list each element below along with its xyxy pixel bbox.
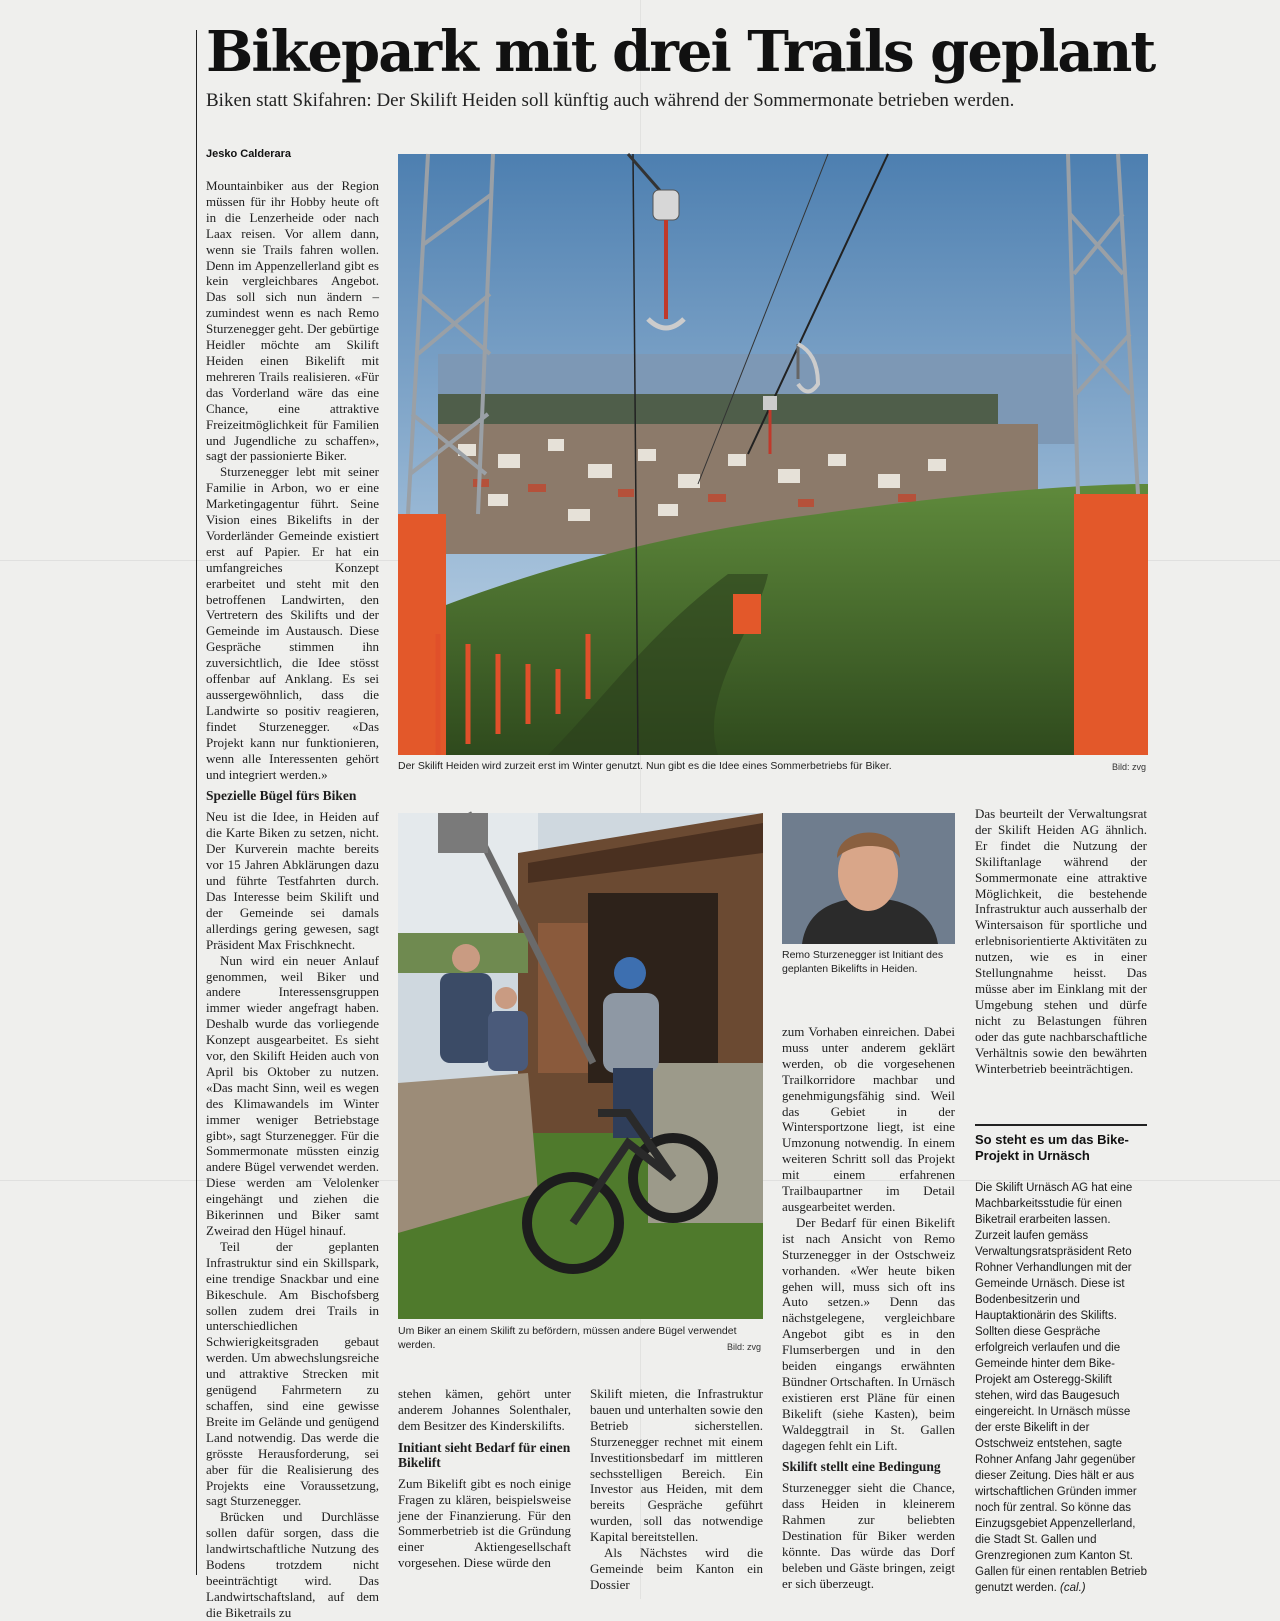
photo-caption: Um Biker an einem Skilift zu befördern, müssen andere Bügel verwendet werden. [398, 1325, 737, 1351]
infobox-body: Die Skilift Urnäsch AG hat eine Machbarkeitsstudie für einen Biketrail erarbeiten lassen. Zurzeit laufen gemäss Verwaltungsratspräsident Reto Rohner Verhandlungen mit der Gemeinde Urnäsch. Diese ist Bodenbesitzerin und Hauptaktionärin des Skilifts. Sollten diese Gespräche erfolgreich verlaufen und die Gemeinde hinter dem Bike-Projekt am Osteregg-Skilift stehen, wird das Baugesuch eingereicht. In Urnäsch müsse der erste Bikelift in der Ostschweiz entstehen, sagte Rohner Anfang Jahr gegenüber dieser Zeitung. Dies hält er aus wirtschaftlichen Gründen immer noch für zentral. So könne das Einzugsgebiet Appenzellerland, die Stadt St. Gallen und Grenzregionen zum Kanton St. Gallen für einen rentablen Betrieb genutzt werden. [975, 1182, 1147, 1594]
infobox-text [975, 1180, 1147, 1594]
infobox-signature: (cal.) [1060, 1582, 1086, 1594]
paragraph: Als Nächstes wird die Gemeinde beim Kanton ein Dossier [590, 1545, 763, 1592]
article-column-1 [206, 178, 379, 1620]
paragraph: stehen kämen, gehört unter anderem Johannes Solenthaler, dem Besitzer des Kinderskilifts. [398, 1386, 571, 1433]
paragraph: Das beurteilt der Verwaltungsrat der Skilift Heiden AG ähnlich. Er findet die Nutzung der Skiliftanlage während der Sommermonate eine attraktive Möglichkeit, die bestehende Infrastruktur auch ausserhalb der Wintersaison für sportliche und erlebnisorientierte Aktivitäten zu nutzen, wie es in einer Stellungnahme heisst. Das müsse aber im Einklang mit der Umgebung stehen und dürfe nicht zu Belastungen führen oder das gute nachbarschaftliche Verhältnis sowie den bewährten Winterbetrieb beeinträchtigen. [975, 806, 1147, 1076]
paragraph: Skilift mieten, die Infrastruktur bauen und unterhalten sowie den Betrieb sicherstellen. Sturzenegger rechnet mit einem Investitionsbedarf im mittleren sechsstelligen Bereich. Ein Investor aus Heiden, mit dem bereits Gespräche geführt wurden, soll das notwendige Kapital bereitstellen. [590, 1386, 763, 1545]
article-column-4 [782, 1024, 955, 1591]
paragraph: Sturzenegger sieht die Chance, dass Heiden in kleinerem Rahmen zur beliebten Destination für Biker werden könnte. Das würde das Dorf beleben und Gäste bringen, zeigt er sich überzeugt. [782, 1480, 955, 1591]
paragraph: Neu ist die Idee, in Heiden auf die Karte Biken zu setzen, nicht. Der Kurverein machte bereits vor 15 Jahren Abklärungen dazu und führte Testfahrten durch. Das Interesse beim Skilift und der Gemeinde sei damals allerdings gering gewesen, sagt Präsident Max Frischknecht. [206, 809, 379, 952]
photo-credit: Bild: zvg [727, 1342, 762, 1352]
article-column-3 [590, 1386, 763, 1592]
headline: Bikepark mit drei Trails geplant [206, 19, 1155, 85]
ski-lift-illustration [398, 154, 1148, 755]
photo-caption: Der Skilift Heiden wird zurzeit erst im Winter genutzt. Nun gibt es die Idee eines Sommerbetriebs für Biker. [398, 760, 892, 772]
paragraph: Der Bedarf für einen Bikelift ist nach Ansicht von Remo Sturzenegger in der Ostschweiz vorhanden. «Wer heute biken gehen will, muss sich oft ins Auto setzen.» Denn das nächstgelegene, vergleichbare Angebot gibt es in den Flumserbergen und in den beiden eingangs erwähnten Bündner Ortschaften. In Urnäsch existieren erst Pläne für einen Bikelift (siehe Kasten), beim Waldeggtrail in St. Gallen dagegen fehlt ein Lift. [782, 1214, 955, 1453]
paragraph: Brücken und Durchlässe sollen dafür sorgen, dass die landwirtschaftliche Nutzung des Bodens trotzdem nicht beeinträchtigt wird. Das Landwirtschaftsland, auf dem die Biketrails zu [206, 1509, 379, 1620]
subheadline: Biken statt Skifahren: Der Skilift Heiden soll künftig auch während der Sommermonate betrieben werden. [206, 90, 1015, 111]
biker-illustration [398, 813, 763, 1319]
paragraph: Nun wird ein neuer Anlauf genommen, weil Biker und andere Interessensgruppen immer wieder angefragt haben. Deshalb wurde das vorliegende Konzept ausgearbeitet. Es sieht vor, den Skilift Heiden auch von April bis Oktober zu nutzen. «Das macht Sinn, weil es wegen des Klimawandels im Winter immer weniger Betriebstage gibt», sagt Sturzenegger. Für die Sommermonate müssten einzig andere Bügel verwendet werden. Diese werden am Velolenker eingehängt und ziehen die Bikerinnen und Biker samt Zweirad den Hügel hinauf. [206, 952, 379, 1238]
biker-photo [398, 813, 763, 1319]
infobox-rule [975, 1124, 1147, 1126]
subheading: Initiant sieht Bedarf für einen Bikelift [398, 1439, 571, 1470]
paragraph: Zum Bikelift gibt es noch einige Fragen zu klären, beispielsweise jene der Finanzierung. Für den Sommerbetrieb ist die Gründung einer Aktiengesellschaft vorgesehen. Diese würde den [398, 1475, 571, 1571]
paragraph: Teil der geplanten Infrastruktur sind ein Skillspark, eine trendige Snackbar und eine Bikeschule. Am Bischofsberg sollen zudem drei Trails in unterschiedlichen Schwierigkeitsgraden gebaut werden. Um abwechslungsreiche und attraktive Strecken mit genügend Fahrmetern zu schaffen, sind eine gewisse Breite im Gelände und genügend Land notwendig. Das werde die grösste Herausforderung, sei aber für die Realisierung des Projekts eine Voraussetzung, sagt Sturzenegger. [206, 1238, 379, 1509]
ski-lift-photo [398, 154, 1148, 755]
photo-credit: Bild: zvg [1112, 762, 1147, 772]
subheading: Skilift stellt eine Bedingung [782, 1459, 941, 1475]
article-column-2 [398, 1386, 571, 1576]
paragraph: Sturzenegger lebt mit seiner Familie in Arbon, wo er eine Marketingagentur führt. Seine Vision eines Bikelifts in der Vorderländer Gemeinde existiert erst auf Papier. Er hat ein umfangreiches Konzept erarbeitet und steht mit den betroffenen Landwirten, den Vertretern des Skilifts und der Gemeinde im Austausch. Diese Gespräche stimmen ihn zuversichtlich, die Idee stösst offenbar auf Anklang. Es sei aussergewöhnlich, dass die Landwirte so positiv reagieren, findet Sturzenegger. «Das Projekt kann nur funktionieren, wenn alle Interessenten gehört und integriert werden.» [206, 464, 379, 782]
paragraph: Mountainbiker aus der Region müssen für ihr Hobby heute oft in die Lenzerheide oder nach Laax reisen. Vor allem dann, wenn sie Trails fahren wollen. Denn im Appenzellerland gibt es kein vergleichbares Angebot. Das soll sich nun ändern – zumindest wenn es nach Remo Sturzenegger geht. Der gebürtige Heidler möchte am Skilift Heiden einen Bikelift mit mehreren Trails realisieren. «Für das Vorderland wäre das eine Chance, eine attraktive Freizeitmöglichkeit für Familien und Jugendliche zu schaffen», sagt der passionierte Biker. [206, 178, 379, 464]
subheading: Spezielle Bügel fürs Biken [206, 788, 357, 804]
article-column-5 [975, 806, 1147, 1106]
byline: Jesko Calderara [206, 148, 291, 160]
portrait-caption: Remo Sturzenegger ist Initiant des geplanten Bikelifts in Heiden. [782, 949, 944, 975]
portrait-illustration [782, 813, 955, 944]
portrait-photo [782, 813, 955, 944]
infobox-title: So steht es um das Bike-Projekt in Urnäsch [975, 1132, 1129, 1163]
column-rule [196, 30, 197, 1575]
paragraph: zum Vorhaben einreichen. Dabei muss unter anderem geklärt werden, ob die vorgesehenen Trailkorridore machbar und genehmigungsfähig sind. Weil das Gebiet in der Wintersportzone liegt, ist eine Umzonung notwendig. In einem weiteren Schritt soll das Projekt mit einem erfahrenen Trailbaupartner im Detail ausgearbeitet werden. [782, 1024, 955, 1214]
